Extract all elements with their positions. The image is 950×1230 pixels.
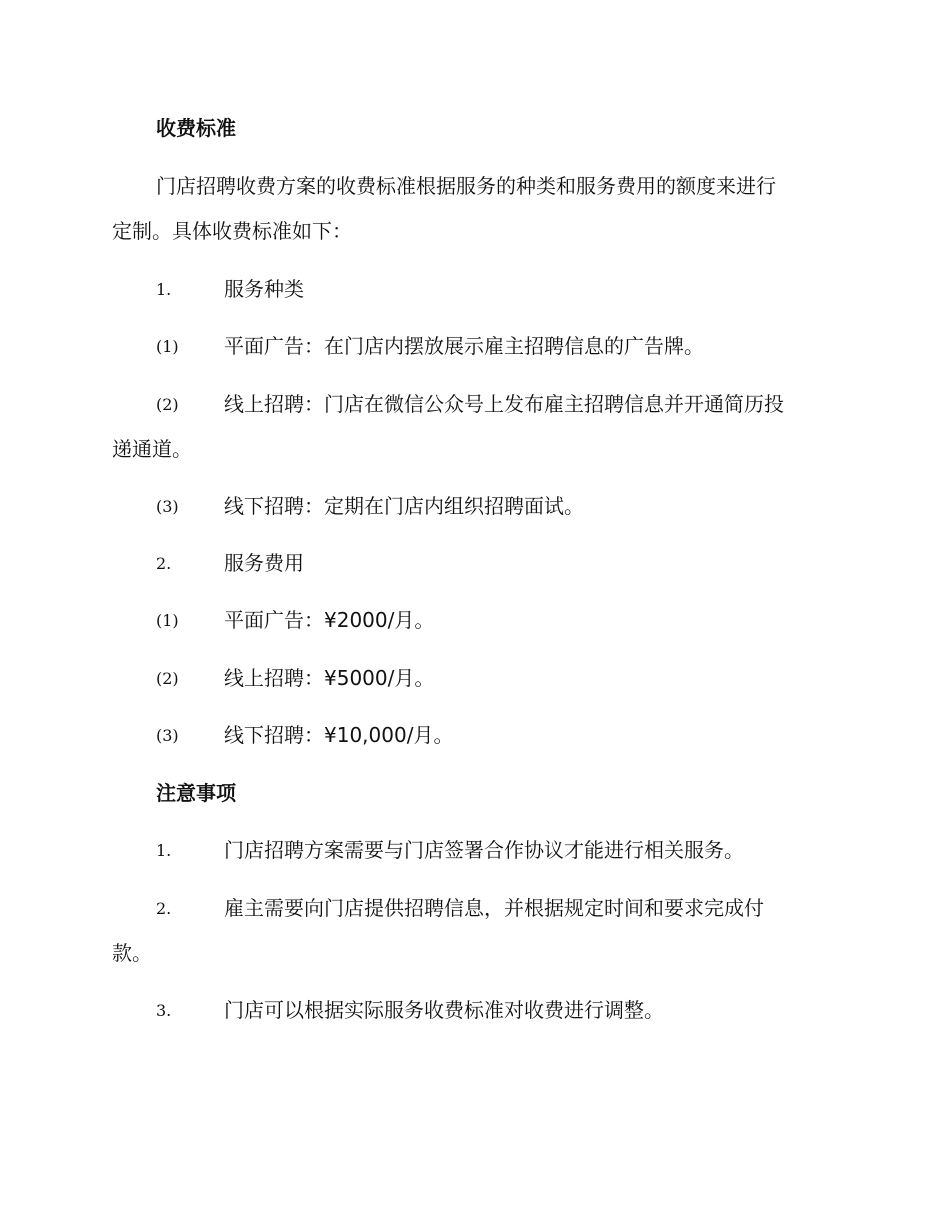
sublist-marker: (1)	[156, 611, 179, 630]
sublist-marker: (3)	[156, 726, 179, 745]
sublist-item-print-ad: 平面广告：在门店内摆放展示雇主招聘信息的广告牌。	[224, 334, 704, 358]
sublist-item-online-recruit: 线上招聘：门店在微信公众号上发布雇主招聘信息并开通简历投	[224, 392, 784, 416]
note-marker: 3.	[156, 1001, 172, 1020]
note-item-agreement: 门店招聘方案需要与门店签署合作协议才能进行相关服务。	[224, 838, 744, 862]
sublist-item-offline-fee: 线下招聘：¥10,000/月。	[224, 723, 454, 747]
note-marker: 2.	[156, 899, 172, 918]
sublist-marker: (2)	[156, 395, 179, 414]
sublist-marker: (3)	[156, 497, 179, 516]
note-item-adjustment: 门店可以根据实际服务收费标准对收费进行调整。	[224, 998, 664, 1022]
list-item-service-types: 服务种类	[224, 277, 304, 301]
sublist-item-offline-recruit: 线下招聘：定期在门店内组织招聘面试。	[224, 494, 584, 518]
sublist-item-print-ad-fee: 平面广告：¥2000/月。	[224, 608, 435, 632]
list-item-service-fees: 服务费用	[224, 551, 304, 575]
sublist-marker: (2)	[156, 669, 179, 688]
list-marker: 1.	[156, 280, 172, 299]
note-item-payment-cont: 款。	[112, 941, 152, 965]
sublist-marker: (1)	[156, 337, 179, 356]
section-heading-fee-standard: 收费标准	[156, 116, 236, 140]
sublist-item-online-recruit-cont: 递通道。	[112, 437, 192, 461]
note-item-payment: 雇主需要向门店提供招聘信息，并根据规定时间和要求完成付	[224, 896, 764, 920]
intro-paragraph-line-2: 定制。具体收费标准如下：	[112, 219, 352, 243]
section-heading-notes: 注意事项	[156, 781, 236, 805]
note-marker: 1.	[156, 841, 172, 860]
sublist-item-online-fee: 线上招聘：¥5000/月。	[224, 666, 435, 690]
intro-paragraph-line-1: 门店招聘收费方案的收费标准根据服务的种类和服务费用的额度来进行	[156, 174, 776, 198]
list-marker: 2.	[156, 554, 172, 573]
